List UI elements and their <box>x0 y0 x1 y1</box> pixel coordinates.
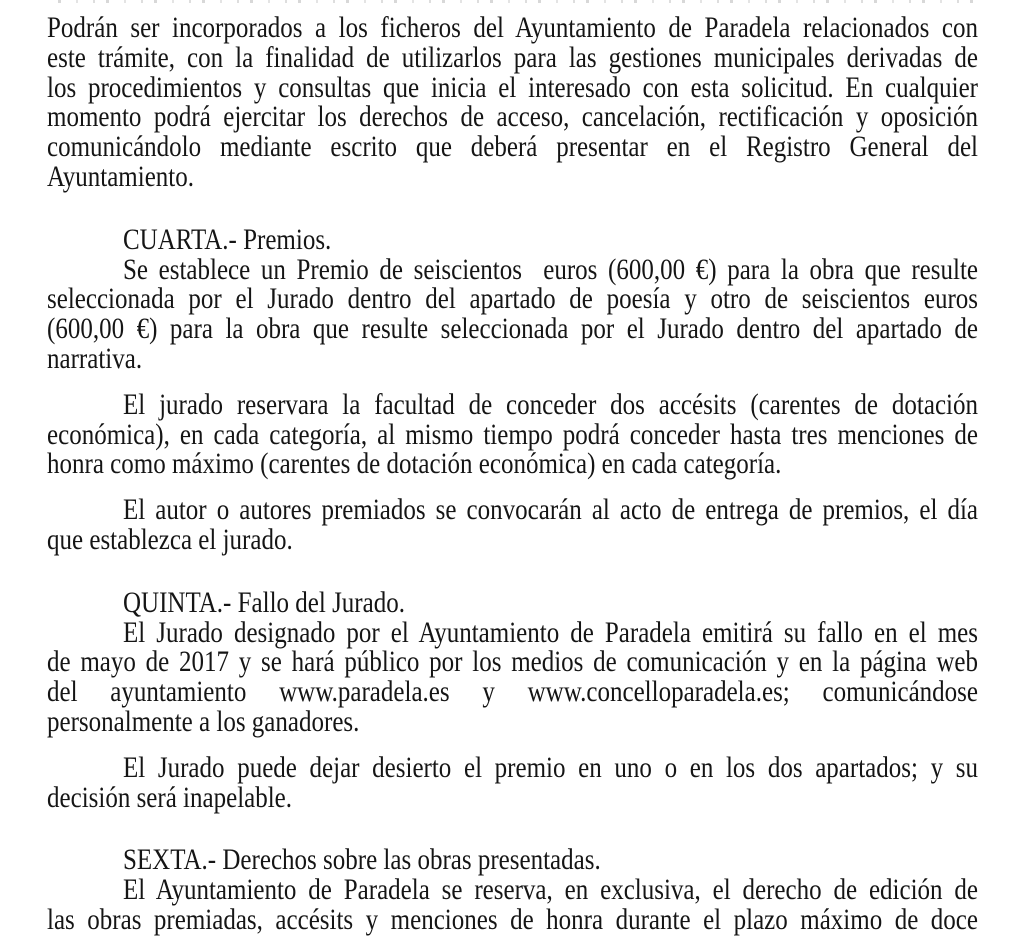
text-line: Ayuntamiento. <box>47 161 194 193</box>
text-line: del ayuntamiento www.paradela.es y www.concelloparadela.es; comunicándose <box>47 676 978 709</box>
text-line: El jurado reservara la facultad de conceder dos accésits (carentes de dotación <box>123 389 978 421</box>
text-line: Podrán ser incorporados a los ficheros del Ayuntamiento de Paradela relacionados con <box>47 12 978 44</box>
text-line: El Jurado puede dejar desierto el premio en uno o en los dos apartados; y su <box>123 752 978 784</box>
text-line: que establezca el jurado. <box>47 524 293 556</box>
section-heading-line: SEXTA.- Derechos sobre las obras presentadas. <box>123 844 601 877</box>
text-line: honra como máximo (carentes de dotación económica) en cada categoría. <box>47 448 782 481</box>
text-line: comunicándolo mediante escrito que deberá presentar en el Registro General del <box>47 131 978 164</box>
scan-artifact-top <box>47 0 978 3</box>
text-block <box>47 14 978 936</box>
paragraph <box>47 14 978 193</box>
text-line: El Jurado designado por el Ayuntamiento de Paradela emitirá su fallo en el mes <box>123 616 978 649</box>
text-line: decisión será inapelable. <box>47 781 293 814</box>
paragraph <box>47 754 978 814</box>
section-heading-line: QUINTA.- Fallo del Jurado. <box>123 587 405 619</box>
section-heading <box>47 226 978 256</box>
paragraph <box>47 616 978 738</box>
text-line: personalmente a los ganadores. <box>47 706 360 738</box>
section-heading <box>47 846 978 876</box>
section-heading <box>47 589 978 619</box>
paragraph <box>47 391 978 480</box>
text-line: económica), en cada categoría, al mismo tiempo podrá conceder hasta tres menciones de <box>47 418 978 451</box>
text-line: de mayo de 2017 y se hará público por los medios de comunicación y en la página web <box>47 646 978 679</box>
text-line: El Ayuntamiento de Paradela se reserva, en exclusiva, el derecho de edición de <box>123 874 978 907</box>
text-line: El autor o autores premiados se convocarán al acto de entrega de premios, el día <box>123 494 978 527</box>
text-line: (600,00 €) para la obra que resulte seleccionada por el Jurado dentro del apartado de <box>47 313 978 346</box>
text-line: este trámite, con la finalidad de utilizarlos para las gestiones municipales derivadas de <box>47 42 978 74</box>
text-line: seleccionada por el Jurado dentro del apartado de poesía y otro de seiscientos euros <box>47 283 978 316</box>
paragraph <box>47 496 978 556</box>
paragraph <box>47 876 978 936</box>
paragraph <box>47 253 978 375</box>
text-line: Se establece un Premio de seiscientos euros (600,00 €) para la obra que resulte <box>123 253 978 286</box>
section-heading-line: CUARTA.- Premios. <box>123 224 332 256</box>
text-line: las obras premiadas, accésits y menciones de honra durante el plazo máximo de doce <box>47 904 978 936</box>
text-line: narrativa. <box>47 343 143 375</box>
text-line: momento podrá ejercitar los derechos de acceso, cancelación, rectificación y oposición <box>47 101 978 134</box>
text-line: los procedimientos y consultas que inicia el interesado con esta solicitud. En cualquier <box>47 71 978 104</box>
